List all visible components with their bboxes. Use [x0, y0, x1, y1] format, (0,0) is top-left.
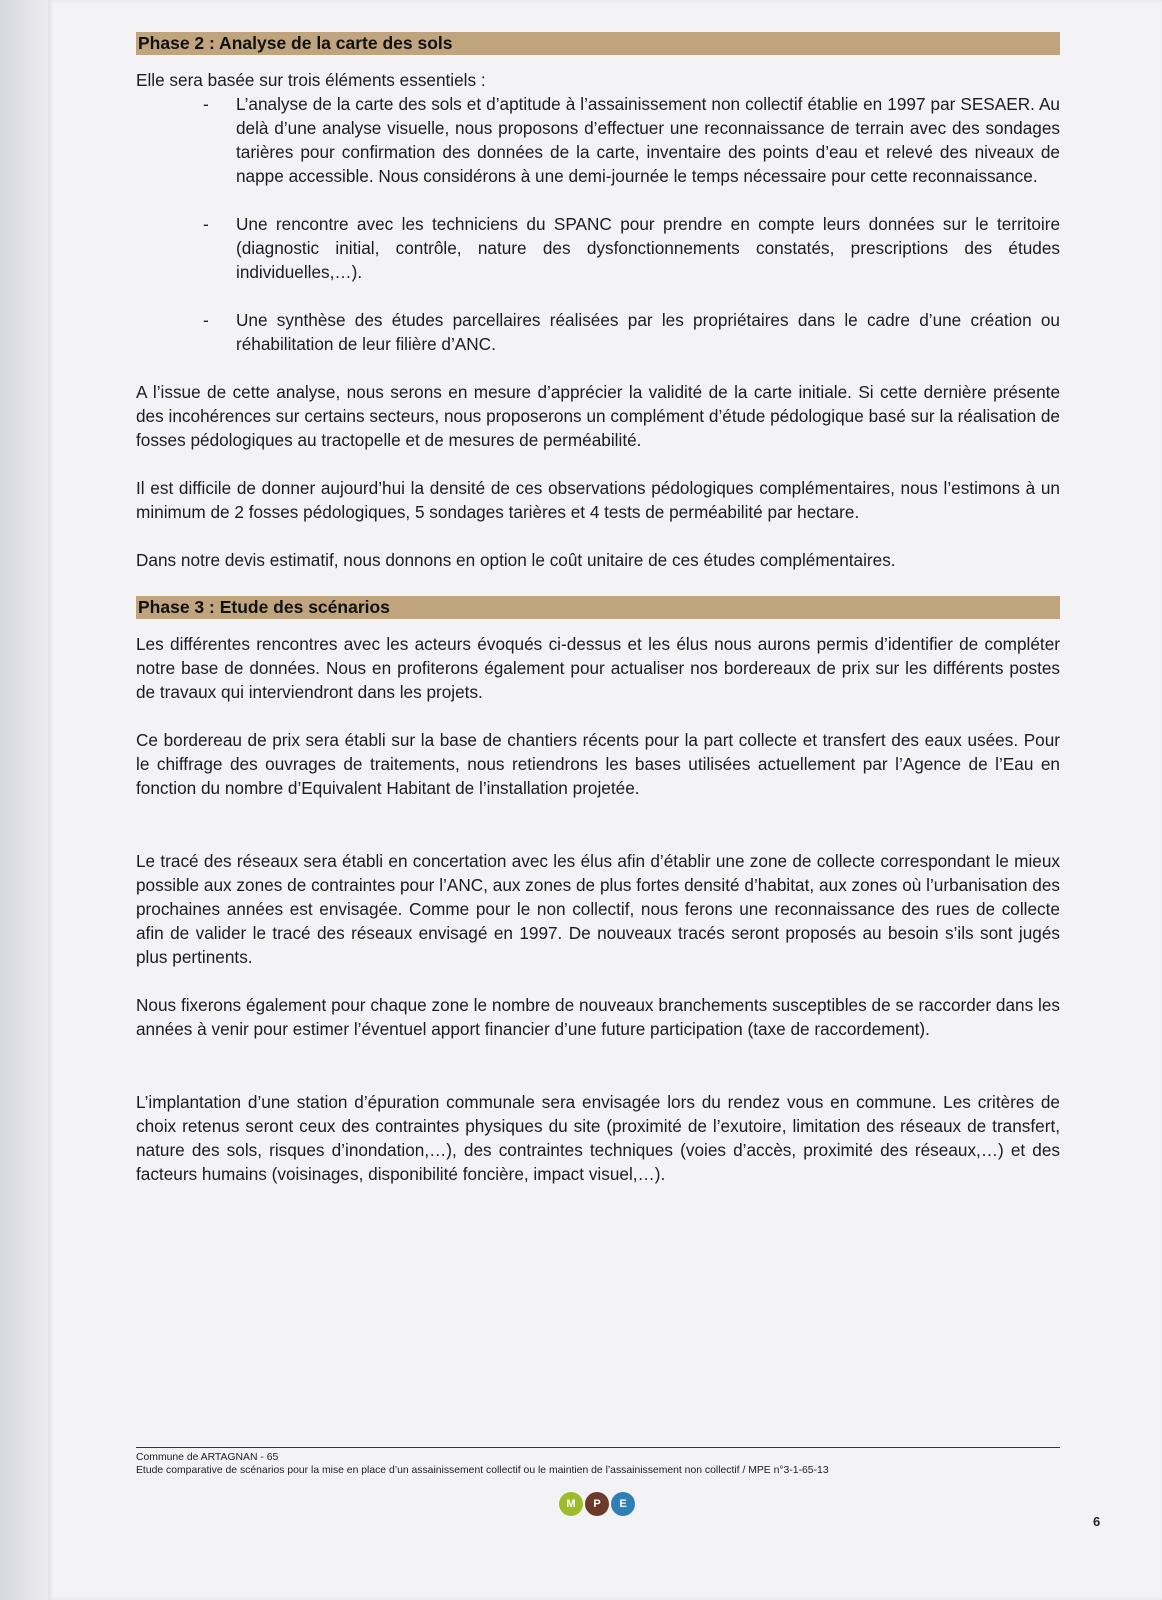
phase2-paragraph: Dans notre devis estimatif, nous donnons en option le coût unitaire de ces études complémentaires. [136, 550, 896, 570]
phase3-heading: Phase 3 : Etude des scénarios [136, 596, 1060, 619]
footer-commune: Commune de ARTAGNAN - 65 [136, 1452, 279, 1463]
footer-study-title: Etude comparative de scénarios pour la mise en place d’un assainissement collectif ou le maintien de l’assainissement non collectif / MPE n°3-1-65-13 [136, 1465, 829, 1476]
list-item: - L’analyse de la carte des sols et d’aptitude à l’assainissement non collectif établie en 1997 par SESAER. Au delà d’une analyse visuelle, nous proposons d’effectuer une reconnaissance de terrain avec des sondages tarières pour confirmation des données de la carte, inventaire des points d’eau et relevé des niveaux de nappe accessible. Nous considérons à une demi-journée le temps nécessaire pour cette reconnaissance. [136, 92, 1060, 188]
list-item: - Une rencontre avec les techniciens du SPANC pour prendre en compte leurs données sur le territoire (diagnostic initial, contrôle, nature des dysfonctionnements constatés, prescriptions des études individuelles,…). [136, 212, 1060, 284]
page-content [136, 32, 1060, 1186]
list-item: - Une synthèse des études parcellaires réalisées par les propriétaires dans le cadre d’une création ou réhabilitation de leur filière d’ANC. [136, 308, 1060, 356]
mpe-logo [559, 1492, 635, 1516]
logo-letter-m: M [559, 1492, 583, 1516]
phase2-paragraph: Il est difficile de donner aujourd’hui la densité de ces observations pédologiques complémentaires, nous l’estimons à un minimum de 2 fosses pédologiques, 5 sondages tarières et 4 tests de perméabilité par hectare. [136, 478, 1060, 522]
phase2-heading: Phase 2 : Analyse de la carte des sols [136, 32, 1060, 55]
phase2-bullet-list [136, 92, 1060, 356]
phase3-paragraph: L’implantation d’une station d’épuration communale sera envisagée lors du rendez vous en commune. Les critères de choix retenus seront ceux des contraintes physiques du site (proximité de l’exutoire, limitation des réseaux de transfert, nature des sols, risques d’inondation,…), des contraintes techniques (voies d’accès, proximité des réseaux,…) et des facteurs humains (voisinages, disponibilité foncière, impact visuel,…). [136, 1092, 1060, 1184]
phase2-paragraph: A l’issue de cette analyse, nous serons en mesure d’apprécier la validité de la carte initiale. Si cette dernière présente des incohérences sur certains secteurs, nous proposerons un complément d’étude pédologique basé sur la réalisation de fosses pédologiques au tractopelle et de mesures de perméabilité. [136, 382, 1060, 450]
page-number: 6 [1093, 1514, 1101, 1529]
phase3-paragraph: Le tracé des réseaux sera établi en concertation avec les élus afin d’établir une zone de collecte correspondant le mieux possible aux zones de contraintes pour l’ANC, aux zones de plus fortes densité d’habitat, aux zones où l’urbanisation des prochaines années est envisagée. Comme pour le non collectif, nous ferons une reconnaissance des rues de collecte afin de valider le tracé des réseaux envisagé en 1997. De nouveaux tracés seront proposés au besoin s’ils sont jugés plus pertinents. [136, 851, 1060, 967]
phase3-paragraph: Ce bordereau de prix sera établi sur la base de chantiers récents pour la part collecte et transfert des eaux usées. Pour le chiffrage des ouvrages de traitements, nous retiendrons les bases utilisées actuellement par l’Agence de l’Eau en fonction du nombre d’Equivalent Habitant de l’installation projetée. [136, 730, 1060, 798]
phase2-intro: Elle sera basée sur trois éléments essentiels : [136, 70, 486, 90]
page-footer [136, 1447, 1060, 1477]
phase3-paragraph: Les différentes rencontres avec les acteurs évoqués ci-dessus et les élus nous aurons permis d’identifier de compléter notre base de données. Nous en profiterons également pour actualiser nos bordereaux de prix sur les différents postes de travaux qui interviendront dans les projets. [136, 634, 1060, 702]
scan-edge [0, 0, 48, 1600]
logo-letter-p: P [585, 1492, 609, 1516]
logo-letter-e: E [611, 1492, 635, 1516]
phase3-paragraph: Nous fixerons également pour chaque zone le nombre de nouveaux branchements susceptibles de se raccorder dans les années à venir pour estimer l’éventuel apport financier d’une future participation (taxe de raccordement). [136, 995, 1060, 1039]
